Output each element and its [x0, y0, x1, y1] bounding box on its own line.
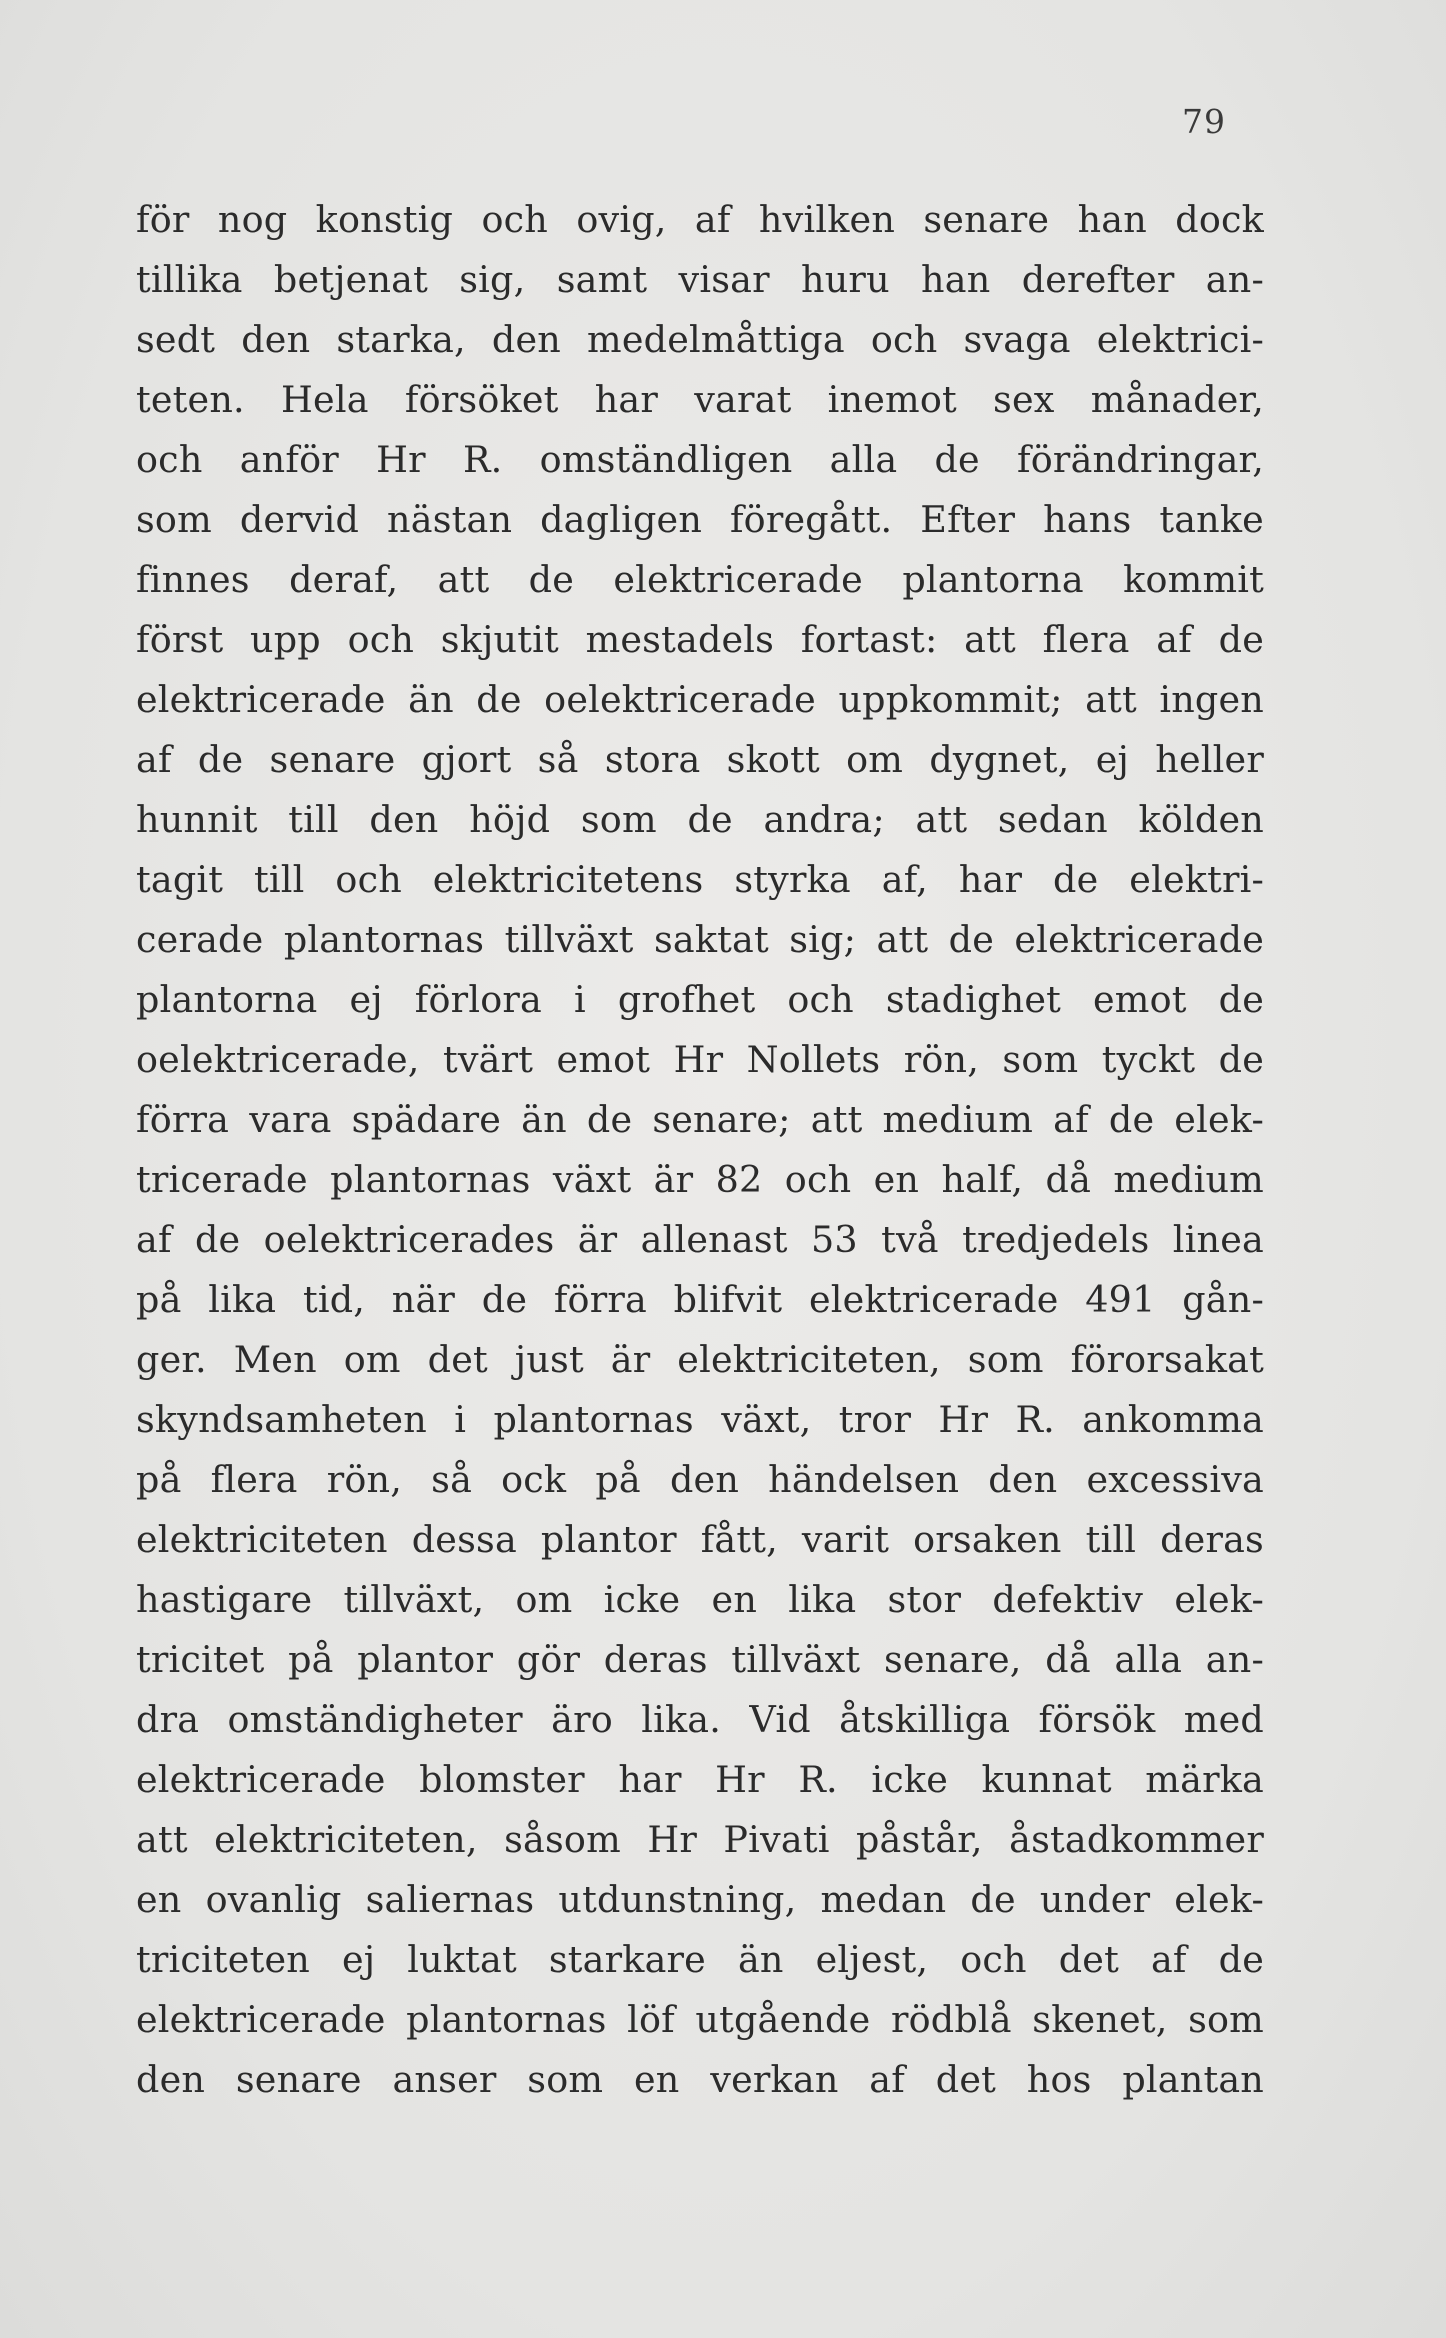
- text-line: att elektriciteten, såsom Hr Pivati påstår, åstadkommer: [136, 1818, 1264, 1861]
- text-line: teten. Hela försöket har varat inemot sex månader,: [136, 378, 1264, 421]
- text-line: hunnit till den höjd som de andra; att sedan kölden: [136, 798, 1264, 841]
- text-line: för nog konstig och ovig, af hvilken senare han dock: [136, 198, 1264, 241]
- page-number: 79: [1182, 102, 1226, 141]
- text-line: som dervid nästan dagligen föregått. Efter hans tanke: [136, 498, 1264, 541]
- text-line: finnes deraf, att de elektricerade plantorna kommit: [136, 558, 1264, 601]
- text-line: oelektricerade, tvärt emot Hr Nollets rön, som tyckt de: [136, 1038, 1264, 1081]
- text-line: triciteten ej luktat starkare än eljest, och det af de: [136, 1938, 1264, 1981]
- text-line: plantorna ej förlora i grofhet och stadighet emot de: [136, 978, 1264, 1021]
- text-line: tillika betjenat sig, samt visar huru han derefter an-: [136, 258, 1264, 301]
- text-line: och anför Hr R. omständligen alla de förändringar,: [136, 438, 1264, 481]
- text-line: tricitet på plantor gör deras tillväxt senare, då alla an-: [136, 1638, 1264, 1681]
- text-line: af de senare gjort så stora skott om dygnet, ej heller: [136, 738, 1264, 781]
- text-line: på flera rön, så ock på den händelsen den excessiva: [136, 1458, 1264, 1501]
- text-line: ger. Men om det just är elektriciteten, som förorsakat: [136, 1338, 1264, 1381]
- text-line: sedt den starka, den medelmåttiga och svaga elektrici-: [136, 318, 1264, 361]
- body-text: [136, 190, 1264, 2110]
- text-line: hastigare tillväxt, om icke en lika stor defektiv elek-: [136, 1578, 1264, 1621]
- text-line: elektricerade blomster har Hr R. icke kunnat märka: [136, 1758, 1264, 1801]
- text-line: skyndsamheten i plantornas växt, tror Hr R. ankomma: [136, 1398, 1264, 1441]
- text-line: på lika tid, när de förra blifvit elektricerade 491 gån-: [136, 1278, 1264, 1321]
- text-line: cerade plantornas tillväxt saktat sig; att de elektricerade: [136, 918, 1264, 961]
- text-line: den senare anser som en verkan af det hos plantan: [136, 2058, 1264, 2101]
- text-line: tricerade plantornas växt är 82 och en half, då medium: [136, 1158, 1264, 1201]
- text-line: dra omständigheter äro lika. Vid åtskilliga försök med: [136, 1698, 1264, 1741]
- text-line: förra vara spädare än de senare; att medium af de elek-: [136, 1098, 1264, 1141]
- text-line: elektricerade plantornas löf utgående rödblå skenet, som: [136, 1998, 1264, 2041]
- text-line: en ovanlig saliernas utdunstning, medan de under elek-: [136, 1878, 1264, 1921]
- text-line: tagit till och elektricitetens styrka af, har de elektri-: [136, 858, 1264, 901]
- text-line: elektriciteten dessa plantor fått, varit orsaken till deras: [136, 1518, 1264, 1561]
- text-line: af de oelektricerades är allenast 53 två tredjedels linea: [136, 1218, 1264, 1261]
- text-line: först upp och skjutit mestadels fortast: att flera af de: [136, 618, 1264, 661]
- text-line: elektricerade än de oelektricerade uppkommit; att ingen: [136, 678, 1264, 721]
